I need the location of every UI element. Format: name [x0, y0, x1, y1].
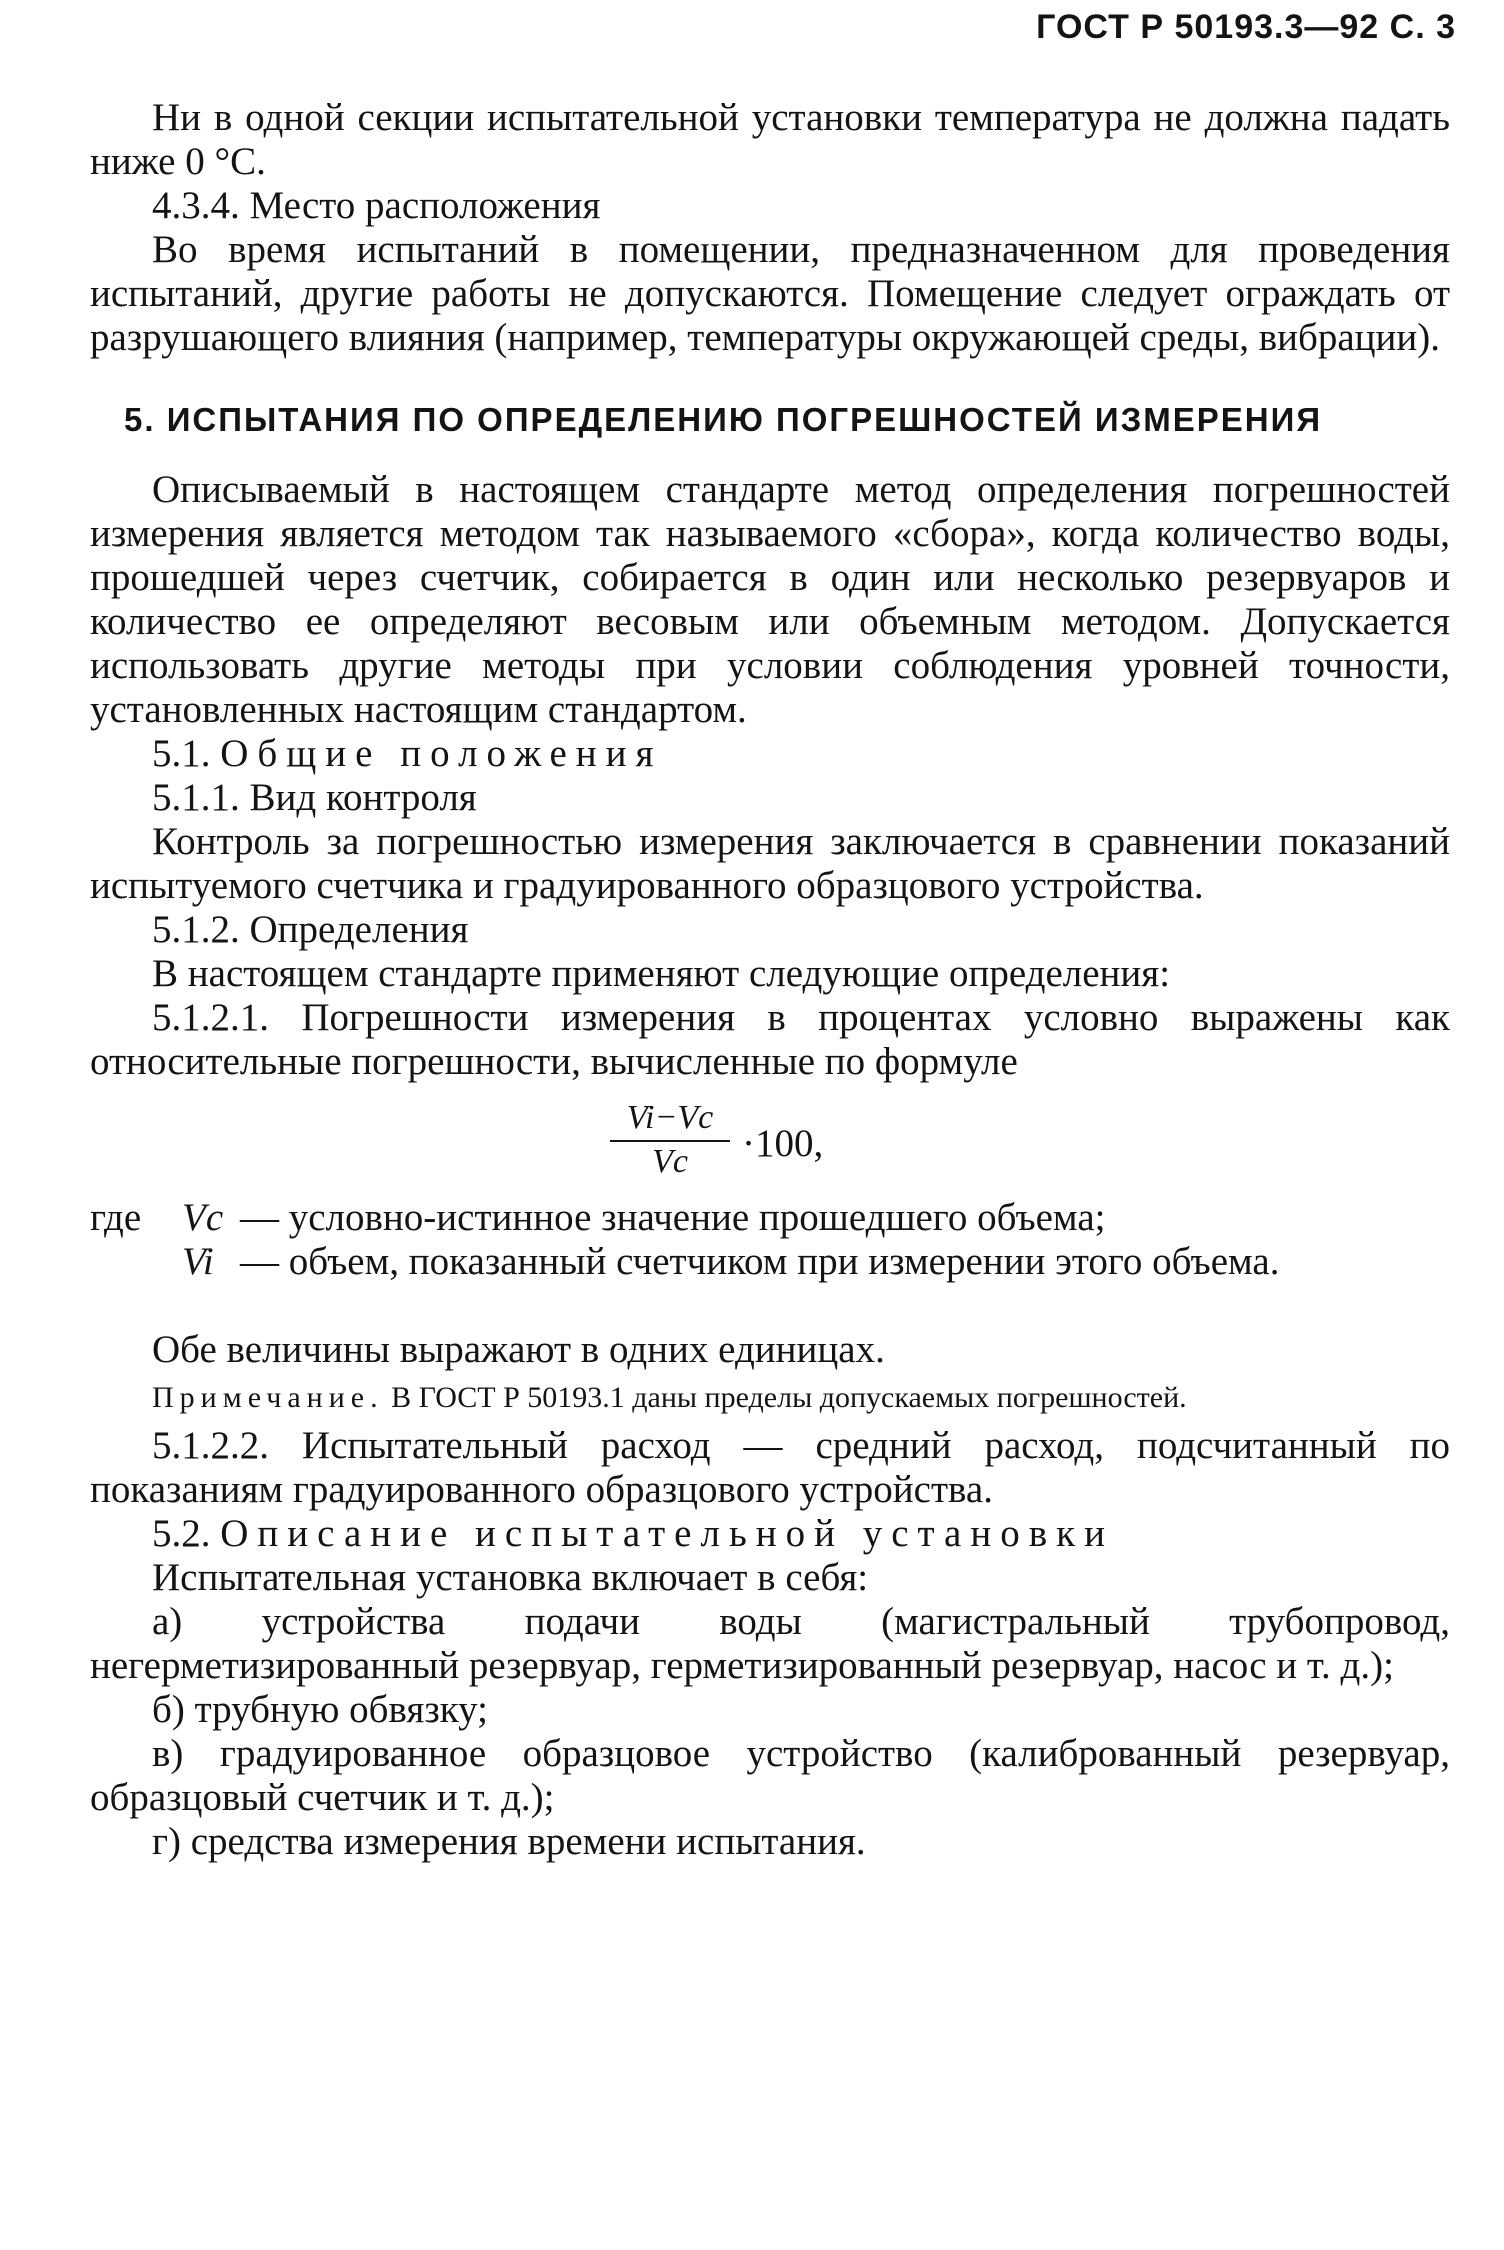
- paragraph-5-1-2-2: 5.1.2.2. Испытательный расход — средний расход, подсчитанный по показаниям градуированного образцового устройства.: [90, 1424, 1450, 1511]
- formula-fraction: [610, 1098, 730, 1182]
- paragraph-definitions-intro: В настоящем стандарте применяют следующие определения:: [152, 952, 1171, 995]
- formula-multiplier: ·100,: [742, 1122, 824, 1165]
- paragraph-setup-intro: Испытательная установка включает в себя:: [152, 1556, 869, 1599]
- subsection-5-2-number: 5.2.: [152, 1512, 211, 1555]
- where-vi-line: [90, 1240, 1450, 1328]
- variable-vc: Vc: [182, 1196, 224, 1239]
- section-5-heading: 5. ИСПЫТАНИЯ ПО ОПРЕДЕЛЕНИЮ ПОГРЕШНОСТЕЙ ИЗМЕРЕНИЯ: [124, 401, 1323, 438]
- formula-denominator: Vc: [652, 1143, 688, 1180]
- page-header: ГОСТ Р 50193.3—92 С. 3: [1036, 8, 1456, 46]
- note-label: Примечание.: [152, 1381, 384, 1414]
- subsection-5-1-number: 5.1.: [152, 732, 211, 775]
- paragraph-control: Контроль за погрешностью измерения заключается в сравнении показаний испытуемого счетчика и градуированного образцового устройства.: [90, 820, 1450, 907]
- document-body: [90, 96, 1450, 1864]
- subsection-5-1: [90, 732, 1450, 776]
- paragraph-units: Обе величины выражают в одних единицах.: [152, 1328, 885, 1371]
- paragraph-temperature: Ни в одной секции испытательной установки температура не должна падать ниже 0 °С.: [90, 96, 1450, 183]
- variable-vi: Vi: [182, 1240, 214, 1283]
- variable-vc-description: — условно-истинное значение прошедшего объема;: [240, 1196, 1106, 1239]
- variable-vi-description: — объем, показанный счетчиком при измерении этого объема.: [240, 1240, 1280, 1283]
- paragraph-5-1-2-1: 5.1.2.1. Погрешности измерения в процентах условно выражены как относительные погрешности, вычисленные по формуле: [90, 996, 1450, 1083]
- subsection-5-1-title: Общие положения: [220, 732, 663, 775]
- note: [90, 1380, 1450, 1416]
- where-label: где: [90, 1196, 142, 1239]
- subsection-5-1-2: 5.1.2. Определения: [152, 908, 469, 951]
- error-formula: [90, 1098, 1450, 1190]
- subsection-5-1-1: 5.1.1. Вид контроля: [152, 776, 477, 819]
- list-item-a: а) устройства подачи воды (магистральный трубопровод, негерметизированный резервуар, герметизированный резервуар, насос и т. д.);: [90, 1600, 1450, 1687]
- list-item-v: в) градуированное образцовое устройство (калиброванный резервуар, образцовый счетчик и т. д.);: [90, 1732, 1450, 1819]
- paragraph-method: Описываемый в настоящем стандарте метод определения погрешностей измерения является методом так называемого «сбора», когда количество воды, прошедшей через счетчик, собирается в один или несколько резервуаров и количество ее определяют весовым или объемным методом. Допускается использовать другие методы при условии соблюдения уровней точности, установленных настоящим стандартом.: [90, 468, 1450, 731]
- where-vc-line: [90, 1196, 1450, 1240]
- formula-numerator: Vi−Vc: [610, 1098, 730, 1142]
- subsection-4-3-4: 4.3.4. Место расположения: [152, 184, 601, 227]
- paragraph-location: Во время испытаний в помещении, предназначенном для проведения испытаний, другие работы не допускаются. Помещение следует ограждать от разрушающего влияния (например, температуры окружающей среды, вибрации).: [90, 228, 1450, 359]
- subsection-5-2-title: Описание испытательной установки: [220, 1512, 1114, 1555]
- subsection-5-2: [90, 1512, 1450, 1556]
- note-text: В ГОСТ Р 50193.1 даны пределы допускаемых погрешностей.: [391, 1381, 1187, 1414]
- list-item-b: б) трубную обвязку;: [152, 1688, 488, 1731]
- list-item-g: г) средства измерения времени испытания.: [152, 1820, 866, 1863]
